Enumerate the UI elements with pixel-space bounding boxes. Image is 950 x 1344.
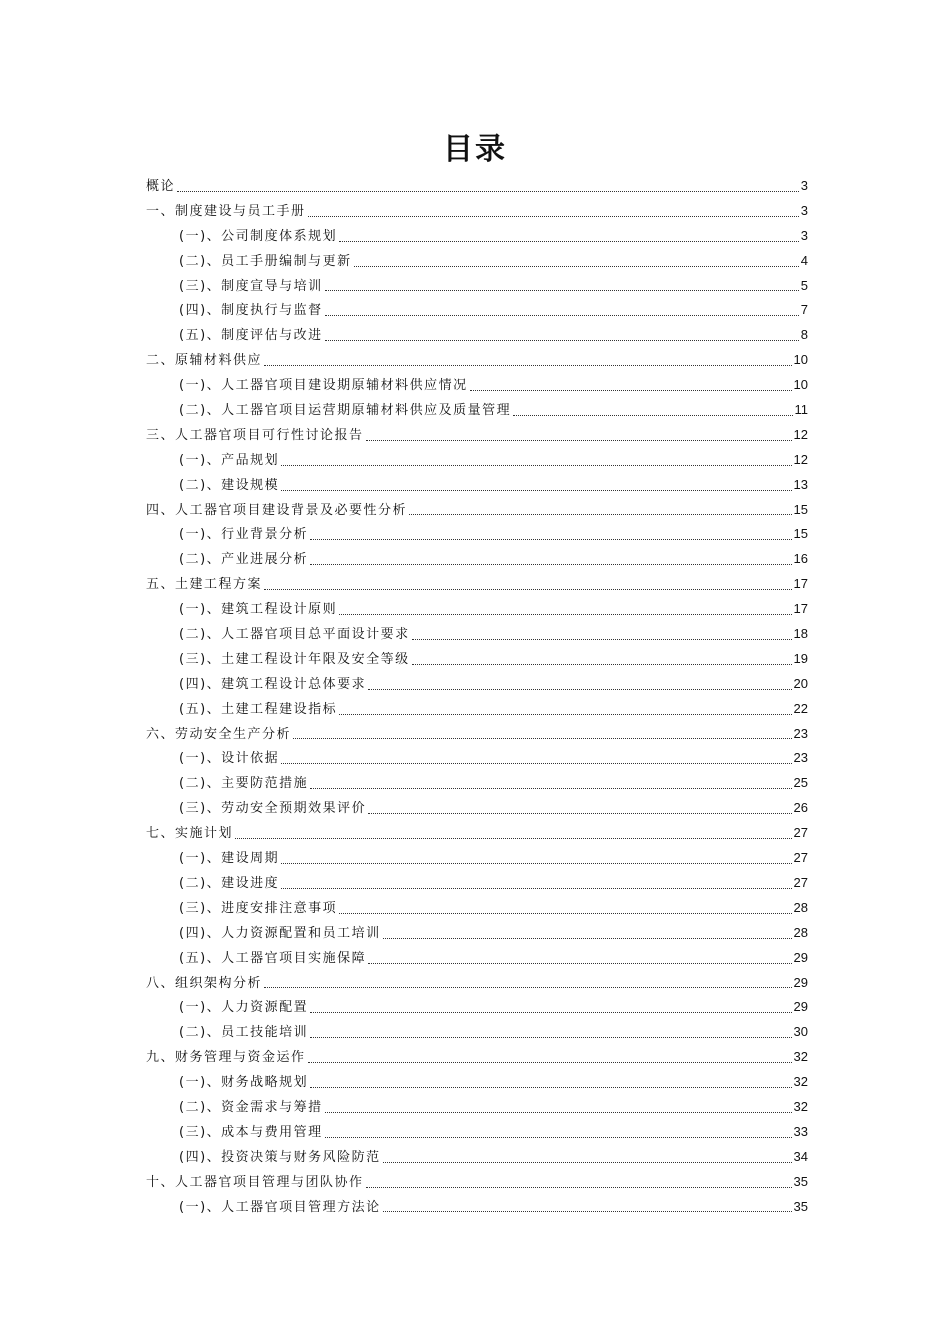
toc-entry-section[interactable] [146, 846, 808, 871]
toc-entry-page-number: 22 [793, 700, 808, 716]
toc-entry-label: (三)、进度安排注意事项 [179, 900, 338, 916]
toc-entry-label: (一)、设计依据 [179, 751, 280, 767]
toc-dot-leader [383, 1161, 792, 1163]
toc-entry-section[interactable] [146, 1020, 808, 1045]
toc-entry-label: (一)、行业背景分析 [179, 527, 309, 543]
toc-dot-leader [281, 464, 791, 466]
toc-entry-section[interactable] [146, 373, 808, 398]
toc-entry-chapter[interactable] [146, 348, 808, 373]
toc-entry-page-number: 17 [793, 576, 808, 592]
toc-entry-section[interactable] [146, 249, 808, 274]
toc-entry-section[interactable] [146, 746, 808, 771]
toc-entry-label: 八、组织架构分析 [146, 975, 263, 991]
toc-dot-leader [308, 215, 799, 217]
toc-entry-chapter[interactable] [146, 174, 808, 199]
toc-entry-section[interactable] [146, 921, 808, 946]
toc-entry-page-number: 33 [793, 1123, 808, 1139]
toc-entry-page-number: 23 [793, 750, 808, 766]
toc-entry-page-number: 29 [793, 949, 808, 965]
toc-entry-section[interactable] [146, 871, 808, 896]
toc-dot-leader [310, 1036, 791, 1038]
toc-entry-label: (二)、员工手册编制与更新 [179, 253, 352, 269]
toc-entry-chapter[interactable] [146, 498, 808, 523]
toc-entry-label: (五)、人工器官项目实施保障 [179, 950, 367, 966]
toc-entry-section[interactable] [146, 1145, 808, 1170]
toc-entry-page-number: 17 [793, 601, 808, 617]
toc-entry-label: (三)、制度宣导与培训 [179, 278, 323, 294]
toc-dot-leader [339, 912, 791, 914]
toc-entry-chapter[interactable] [146, 971, 808, 996]
toc-entry-label: (一)、财务战略规划 [179, 1075, 309, 1091]
toc-entry-label: (一)、建设周期 [179, 851, 280, 867]
toc-dot-leader [281, 489, 791, 491]
toc-entry-page-number: 4 [800, 252, 808, 268]
toc-dot-leader [409, 513, 792, 515]
toc-entry-section[interactable] [146, 448, 808, 473]
toc-entry-chapter[interactable] [146, 821, 808, 846]
toc-entry-section[interactable] [146, 1195, 808, 1220]
toc-dot-leader [368, 962, 791, 964]
toc-entry-page-number: 18 [793, 626, 808, 642]
toc-entry-page-number: 26 [793, 800, 808, 816]
toc-entry-page-number: 12 [793, 426, 808, 442]
toc-entry-section[interactable] [146, 1095, 808, 1120]
toc-entry-section[interactable] [146, 896, 808, 921]
toc-entry-section[interactable] [146, 672, 808, 697]
toc-dot-leader [264, 364, 792, 366]
toc-dot-leader [264, 986, 792, 988]
toc-dot-leader [281, 762, 791, 764]
toc-entry-page-number: 34 [793, 1148, 808, 1164]
toc-entry-page-number: 8 [800, 327, 808, 343]
toc-entry-section[interactable] [146, 1120, 808, 1145]
toc-dot-leader [281, 862, 791, 864]
toc-dot-leader [310, 538, 791, 540]
toc-dot-leader [308, 1061, 792, 1063]
toc-dot-leader [177, 190, 799, 192]
toc-entry-chapter[interactable] [146, 1045, 808, 1070]
toc-dot-leader [339, 240, 799, 242]
toc-entry-page-number: 23 [793, 725, 808, 741]
toc-entry-label: 六、劳动安全生产分析 [146, 726, 292, 742]
toc-entry-label: (四)、制度执行与监督 [179, 303, 323, 319]
toc-entry-page-number: 3 [800, 227, 808, 243]
toc-entry-page-number: 20 [793, 675, 808, 691]
toc-dot-leader [325, 314, 799, 316]
toc-entry-label: (一)、人工器官项目建设期原辅材料供应情况 [179, 378, 468, 394]
toc-entry-label: (二)、员工技能培训 [179, 1025, 309, 1041]
toc-entry-page-number: 28 [793, 924, 808, 940]
toc-entry-label: (二)、人工器官项目总平面设计要求 [179, 627, 410, 643]
toc-entry-page-number: 15 [793, 526, 808, 542]
toc-entry-section[interactable] [146, 224, 808, 249]
toc-entry-page-number: 32 [793, 1074, 808, 1090]
toc-entry-label: 十、人工器官项目管理与团队协作 [146, 1174, 364, 1190]
toc-dot-leader [470, 389, 792, 391]
toc-entry-label: (一)、建筑工程设计原则 [179, 602, 338, 618]
toc-entry-label: (四)、人力资源配置和员工培训 [179, 925, 381, 941]
toc-entry-section[interactable] [146, 995, 808, 1020]
toc-dot-leader [235, 837, 792, 839]
toc-dot-leader [310, 563, 791, 565]
toc-entry-label: (二)、建设进度 [179, 875, 280, 891]
toc-entry-label: (二)、主要防范措施 [179, 776, 309, 792]
toc-dot-leader [354, 265, 799, 267]
toc-entry-page-number: 13 [793, 476, 808, 492]
toc-entry-label: (三)、土建工程设计年限及安全等级 [179, 651, 410, 667]
toc-entry-label: (四)、建筑工程设计总体要求 [179, 676, 367, 692]
toc-title: 目录 [443, 132, 507, 167]
toc-entry-page-number: 32 [793, 1049, 808, 1065]
toc-dot-leader [368, 812, 791, 814]
toc-dot-leader [339, 613, 791, 615]
toc-entry-label: (二)、产业进展分析 [179, 552, 309, 568]
toc-entry-page-number: 29 [793, 999, 808, 1015]
toc-entry-page-number: 35 [793, 1198, 808, 1214]
toc-entry-page-number: 27 [793, 850, 808, 866]
toc-entry-page-number: 30 [793, 1024, 808, 1040]
toc-entry-chapter[interactable] [146, 1170, 808, 1195]
toc-entry-page-number: 27 [793, 874, 808, 890]
toc-dot-leader [366, 1186, 792, 1188]
toc-dot-leader [310, 787, 791, 789]
toc-entry-section[interactable] [146, 1070, 808, 1095]
toc-entry-label: (五)、土建工程建设指标 [179, 701, 338, 717]
toc-dot-leader [368, 688, 791, 690]
toc-entry-page-number: 10 [793, 377, 808, 393]
toc-dot-leader [513, 414, 792, 416]
toc-entry-page-number: 29 [793, 974, 808, 990]
toc-entry-section[interactable] [146, 771, 808, 796]
toc-entry-page-number: 25 [793, 775, 808, 791]
toc-dot-leader [366, 439, 792, 441]
toc-dot-leader [264, 588, 792, 590]
toc-entry-label: (一)、人力资源配置 [179, 1000, 309, 1016]
toc-entry-page-number: 11 [794, 402, 808, 418]
toc-entry-page-number: 28 [793, 899, 808, 915]
toc-entry-page-number: 16 [793, 551, 808, 567]
toc-entry-label: (一)、人工器官项目管理方法论 [179, 1199, 381, 1215]
toc-list [146, 174, 808, 1219]
toc-entry-section[interactable] [146, 323, 808, 348]
toc-entry-label: (二)、人工器官项目运营期原辅材料供应及质量管理 [179, 403, 512, 419]
toc-entry-label: (一)、产品规划 [179, 452, 280, 468]
toc-dot-leader [325, 339, 799, 341]
toc-entry-label: 二、原辅材料供应 [146, 353, 263, 369]
toc-dot-leader [339, 713, 791, 715]
toc-entry-section[interactable] [146, 597, 808, 622]
toc-entry-label: (一)、公司制度体系规划 [179, 228, 338, 244]
toc-entry-page-number: 10 [793, 352, 808, 368]
toc-entry-label: 九、财务管理与资金运作 [146, 1050, 306, 1066]
toc-entry-label: (二)、资金需求与筹措 [179, 1099, 323, 1115]
toc-entry-section[interactable] [146, 398, 808, 423]
toc-entry-section[interactable] [146, 796, 808, 821]
toc-entry-page-number: 12 [793, 451, 808, 467]
toc-dot-leader [383, 937, 792, 939]
toc-entry-section[interactable] [146, 473, 808, 498]
toc-entry-page-number: 3 [800, 202, 808, 218]
toc-entry-page-number: 32 [793, 1098, 808, 1114]
toc-entry-section[interactable] [146, 647, 808, 672]
toc-entry-chapter[interactable] [146, 199, 808, 224]
toc-dot-leader [310, 1086, 791, 1088]
toc-entry-page-number: 15 [793, 501, 808, 517]
toc-dot-leader [310, 1011, 791, 1013]
toc-entry-page-number: 27 [793, 825, 808, 841]
toc-dot-leader [325, 1136, 792, 1138]
toc-dot-leader [412, 663, 792, 665]
toc-entry-chapter[interactable] [146, 722, 808, 747]
toc-entry-page-number: 3 [800, 178, 808, 193]
toc-entry-label: (三)、劳动安全预期效果评价 [179, 801, 367, 817]
toc-dot-leader [412, 638, 792, 640]
toc-entry-section[interactable] [146, 946, 808, 971]
toc-entry-label: 七、实施计划 [146, 826, 234, 842]
toc-entry-page-number: 19 [793, 650, 808, 666]
toc-entry-label: 一、制度建设与员工手册 [146, 203, 306, 219]
toc-entry-label: (五)、制度评估与改进 [179, 328, 323, 344]
toc-entry-chapter[interactable] [146, 572, 808, 597]
toc-entry-section[interactable] [146, 622, 808, 647]
toc-entry-label: 四、人工器官项目建设背景及必要性分析 [146, 502, 408, 518]
toc-dot-leader [383, 1210, 792, 1212]
toc-entry-label: (三)、成本与费用管理 [179, 1124, 323, 1140]
toc-entry-label: (二)、建设规模 [179, 477, 280, 493]
toc-entry-page-number: 7 [800, 302, 808, 318]
toc-entry-section[interactable] [146, 298, 808, 323]
toc-entry-label: 概论 [146, 179, 176, 194]
toc-dot-leader [281, 887, 791, 889]
toc-dot-leader [325, 289, 799, 291]
toc-entry-section[interactable] [146, 547, 808, 572]
toc-entry-label: 三、人工器官项目可行性讨论报告 [146, 427, 364, 443]
toc-dot-leader [293, 737, 792, 739]
toc-entry-section[interactable] [146, 697, 808, 722]
toc-entry-label: (四)、投资决策与财务风险防范 [179, 1149, 381, 1165]
toc-dot-leader [325, 1111, 792, 1113]
toc-entry-label: 五、土建工程方案 [146, 577, 263, 593]
toc-entry-section[interactable] [146, 522, 808, 547]
toc-entry-page-number: 35 [793, 1173, 808, 1189]
toc-entry-page-number: 5 [800, 277, 808, 293]
toc-entry-section[interactable] [146, 274, 808, 299]
toc-entry-chapter[interactable] [146, 423, 808, 448]
